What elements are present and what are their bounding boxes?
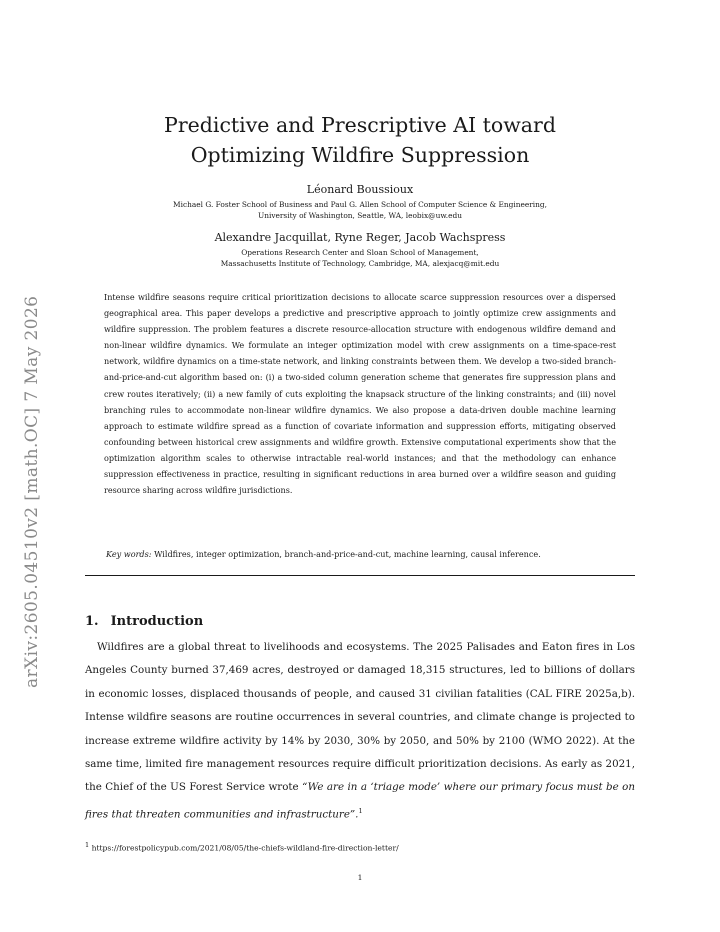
author-name-1: Léonard Boussioux (306, 183, 414, 196)
author-affiliation-1 (100, 200, 620, 221)
footnote (85, 841, 399, 853)
arxiv-identifier-stamp: arXiv:2605.04510v2 [math.OC] 7 May 2026 (22, 295, 42, 688)
affiliation-1-line-2: University of Washington, Seattle, WA, leobix@uw.edu (257, 210, 462, 220)
section-heading (85, 614, 203, 629)
keywords: Key words: Wildfires, integer optimization, branch-and-price-and-cut, machine learning, causal inference. (106, 549, 541, 559)
section-number: 1. (85, 614, 99, 629)
affiliation-1-line-1: Michael G. Foster School of Business and Paul G. Allen School of Computer Science & Engineering, (173, 200, 547, 209)
page-number: 1 (357, 873, 363, 882)
title-line-2: Optimizing Wildfire Suppression (190, 143, 530, 167)
section-title: Introduction (110, 614, 204, 629)
footnote-marker: 1 (85, 841, 90, 849)
section-divider (85, 575, 635, 576)
footnote-reference[interactable]: 1 (358, 806, 363, 815)
author-affiliation-2 (100, 248, 620, 269)
keywords-text: Wildfires, integer optimization, branch-and-price-and-cut, machine learning, causal inference. (154, 549, 541, 559)
title-line-1: Predictive and Prescriptive AI toward (164, 113, 556, 137)
introduction-paragraph (85, 636, 635, 827)
abstract: Intense wildfire seasons require critical prioritization decisions to allocate scarce suppression resources over a dispersed geographical area. This paper develops a predictive and prescriptive approach to jointly optimize crew assignments and wildfire suppression. The problem features a discrete resource-allocation structure with endogenous wildfire demand and non-linear wildfire dynamics. We formulate an integer optimization model with crew assignments on a time-space-rest network, wildfire dynamics on a time-state network, and linking constraints between them. We develop a two-sided branch-and-price-and-cut algorithm based on: (i) a two-sided column generation scheme that generates fire suppression plans and crew routes iteratively; (ii) a new family of cuts exploiting the knapsack structure of the linking constraints; and (iii) novel branching rules to accommodate non-linear wildfire dynamics. We also propose a data-driven double machine learning approach to estimate wildfire spread as a function of covariate information and suppression efforts, mitigating observed confounding between historical crew assignments and wildfire growth. Extensive computational experiments show that the optimization algorithm scales to otherwise intractable real-world instances; and that the methodology can enhance suppression effectiveness in practice, resulting in significant reductions in area burned over a wildfire season and guiding resource sharing across wildfire jurisdictions. (104, 292, 616, 496)
affiliation-2-line-1: Operations Research Center and Sloan School of Management, (241, 248, 479, 257)
author-names-2: Alexandre Jacquillat, Ryne Reger, Jacob Wachspress (214, 231, 506, 244)
affiliation-2-line-2: Massachusetts Institute of Technology, Cambridge, MA, alexjacq@mit.edu (220, 258, 500, 268)
intro-quote: “We are in a ‘triage mode’ where our primary focus must be on fires that threaten communities and infrastructure”. (85, 781, 635, 821)
intro-text: Wildfires are a global threat to livelihoods and ecosystems. The 2025 Palisades and Eaton fires in Los Angeles County burned 37,469 acres, destroyed or damaged 18,315 structures, led to billions of dollars in economic losses, displaced thousands of people, and caused 31 civilian fatalities (CAL FIRE 2025a,b). Intense wildfire seasons are routine occurrences in several countries, and climate change is projected to increase extreme wildfire activity by 14% by 2030, 30% by 2050, and 50% by 2100 (WMO 2022). At the same time, limited fire management resources require difficult prioritization decisions. As early as 2021, the Chief of the US Forest Service wrote (85, 641, 635, 794)
paper-title (100, 110, 620, 170)
footnote-link[interactable]: https://forestpolicypub.com/2021/08/05/the-chiefs-wildland-fire-direction-letter/ (91, 843, 399, 853)
keywords-label: Key words (106, 549, 149, 559)
